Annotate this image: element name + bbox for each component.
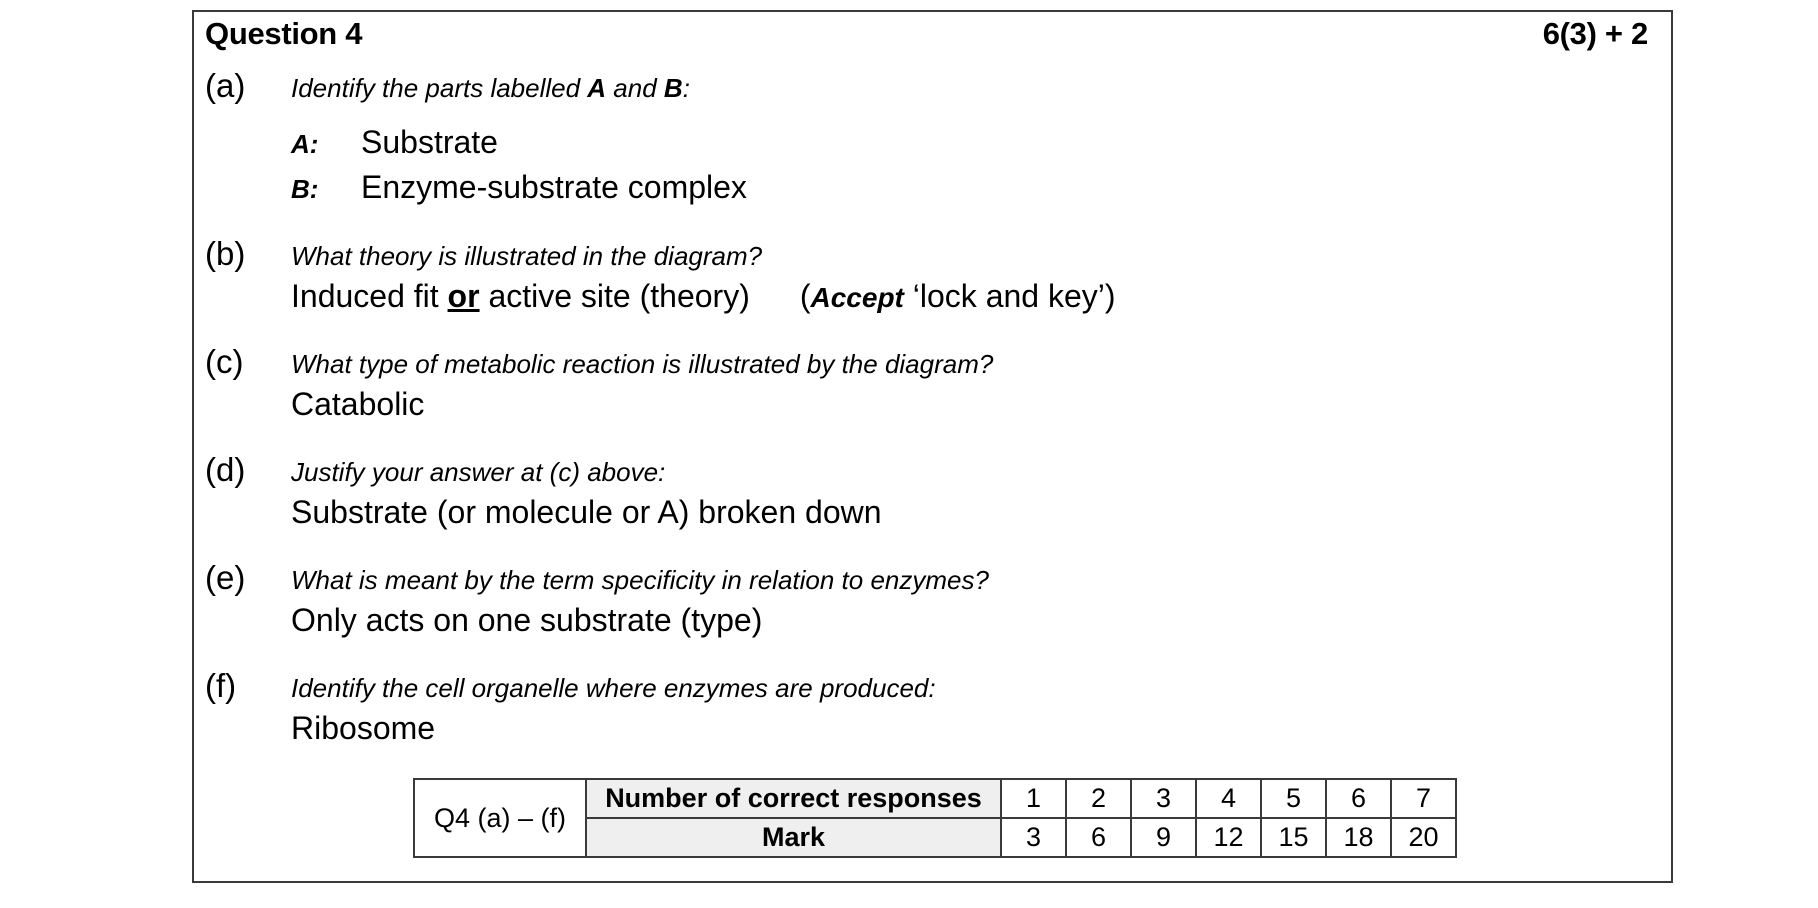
part-letter: (f) — [205, 667, 237, 704]
mark-cell: 18 — [1326, 818, 1391, 857]
answer-text: Substrate — [361, 124, 498, 160]
part-letter: (b) — [205, 235, 246, 272]
response-count-cell: 2 — [1066, 779, 1131, 818]
part-answer: Induced fit or active site (theory) (Accept ‘lock and key’) — [291, 278, 1116, 314]
part-prompt: What type of metabolic reaction is illustrated by the diagram? — [291, 349, 994, 379]
part-prompt: What theory is illustrated in the diagram? — [291, 241, 763, 271]
part-answer: Ribosome — [291, 710, 436, 746]
response-count-cell: 3 — [1131, 779, 1196, 818]
mark-table — [413, 778, 1457, 858]
sub-label: B: — [291, 174, 319, 204]
part-prompt: Identify the cell organelle where enzymes are produced: — [291, 673, 936, 703]
part-letter: (a) — [205, 67, 246, 104]
accept-note: (Accept ‘lock and key’) — [799, 278, 1116, 314]
part-letter: (d) — [205, 451, 246, 488]
question-title: Question 4 — [205, 16, 363, 51]
mark-cell: 15 — [1261, 818, 1326, 857]
answer-a-line — [291, 122, 498, 164]
mark-cell: 6 — [1066, 818, 1131, 857]
part-prompt: Justify your answer at (c) above: — [291, 457, 666, 487]
part-answer: Catabolic — [291, 386, 425, 422]
response-count-cell: 5 — [1261, 779, 1326, 818]
response-count-cell: 1 — [1001, 779, 1066, 818]
table-row-heading: Q4 (a) – (f) — [414, 779, 586, 857]
answer-b-line — [291, 167, 747, 209]
responses-row — [414, 779, 1456, 818]
mark-cell: 3 — [1001, 818, 1066, 857]
question-marks: 6(3) + 2 — [1542, 16, 1648, 51]
mark-cell: 12 — [1196, 818, 1261, 857]
response-count-cell: 6 — [1326, 779, 1391, 818]
mark-cell: 9 — [1131, 818, 1196, 857]
part-letter: (e) — [205, 559, 246, 596]
response-count-cell: 7 — [1391, 779, 1456, 818]
answer-text: Enzyme-substrate complex — [361, 169, 747, 205]
part-prompt: What is meant by the term specificity in relation to enzymes? — [291, 565, 989, 595]
part-answer: Substrate (or molecule or A) broken down — [291, 494, 882, 530]
response-count-cell: 4 — [1196, 779, 1261, 818]
part-letter: (c) — [205, 343, 244, 380]
responses-label: Number of correct responses — [586, 779, 1001, 818]
part-prompt: Identify the parts labelled A and B: — [291, 73, 690, 103]
mark-cell: 20 — [1391, 818, 1456, 857]
part-answer: Only acts on one substrate (type) — [291, 602, 763, 638]
sub-label: A: — [291, 129, 319, 159]
mark-label: Mark — [586, 818, 1001, 857]
